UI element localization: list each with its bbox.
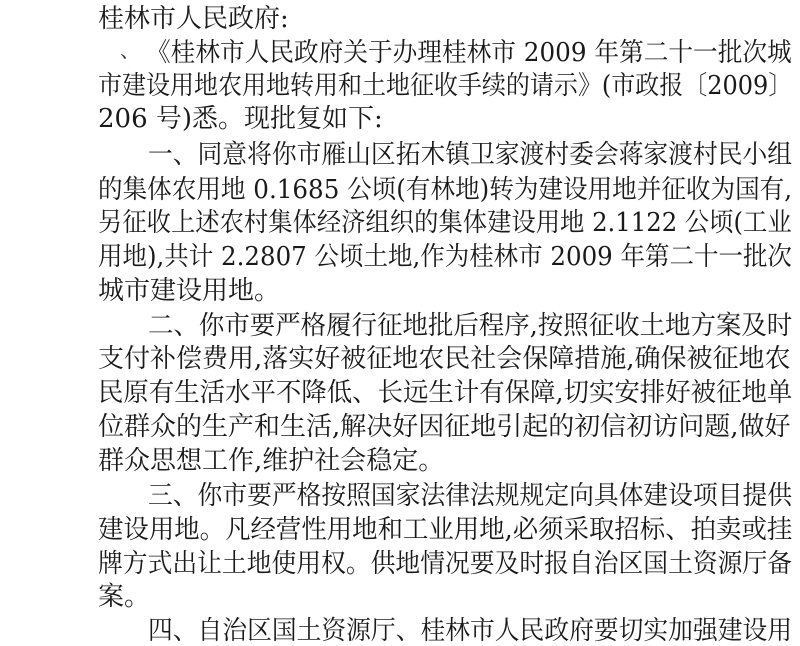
addressee: 桂林市人民政府: [98,4,289,34]
section-2-line-4: 位群众的生产和生活,解决好因征地引起的初信初访问题,做好 [98,412,791,442]
section-2-line-2: 支付补偿费用,落实好被征地农民社会保障措施,确保被征地农 [98,344,791,374]
section-1-line-4: 用地),共计 2.2807 公顷土地,作为桂林市 2009 年第二十一批次 [98,242,792,272]
intro-line-1: 《桂林市人民政府关于办理桂林市 2009 年第二十一批次城 [146,38,792,68]
stray-mark: 、 [120,38,140,62]
section-1-line-2: 的集体农用地 0.1685 公顷(有林地)转为建设用地并征收为国有, [98,175,793,205]
section-1-line-5: 城市建设用地。 [98,276,281,306]
section-2-line-5: 群众思想工作,维护社会稳定。 [98,446,445,476]
section-3-line-2: 建设用地。凡经营性用地和工业用地,必须采取招标、拍卖或挂 [98,515,793,545]
section-4-line-1: 四、自治区国土资源厅、桂林市人民政府要切实加强建设用 [148,616,793,646]
section-1-line-1: 一、同意将你市雁山区拓木镇卫家渡村委会蒋家渡村民小组 [148,140,793,170]
intro-line-3: 206 号)悉。现批复如下: [98,104,383,134]
section-3-line-1: 三、你市要严格按照国家法律法规规定向具体建设项目提供 [148,481,793,511]
section-2-line-1: 二、你市要严格履行征地批后程序,按照征收土地方案及时 [148,311,793,341]
intro-line-2: 市建设用地农用地转用和土地征收手续的请示》(市政报〔2009〕 [98,71,793,101]
section-3-line-4: 案。 [98,582,151,612]
section-2-line-3: 民原有生活水平不降低、长远生计有保障,切实安排好被征地单 [98,378,793,408]
section-1-line-3: 另征收上述农村集体经济组织的集体建设用地 2.1122 公顷(工业 [98,208,792,238]
section-3-line-3: 牌方式出让土地使用权。供地情况要及时报自治区国土资源厅备 [98,549,793,579]
